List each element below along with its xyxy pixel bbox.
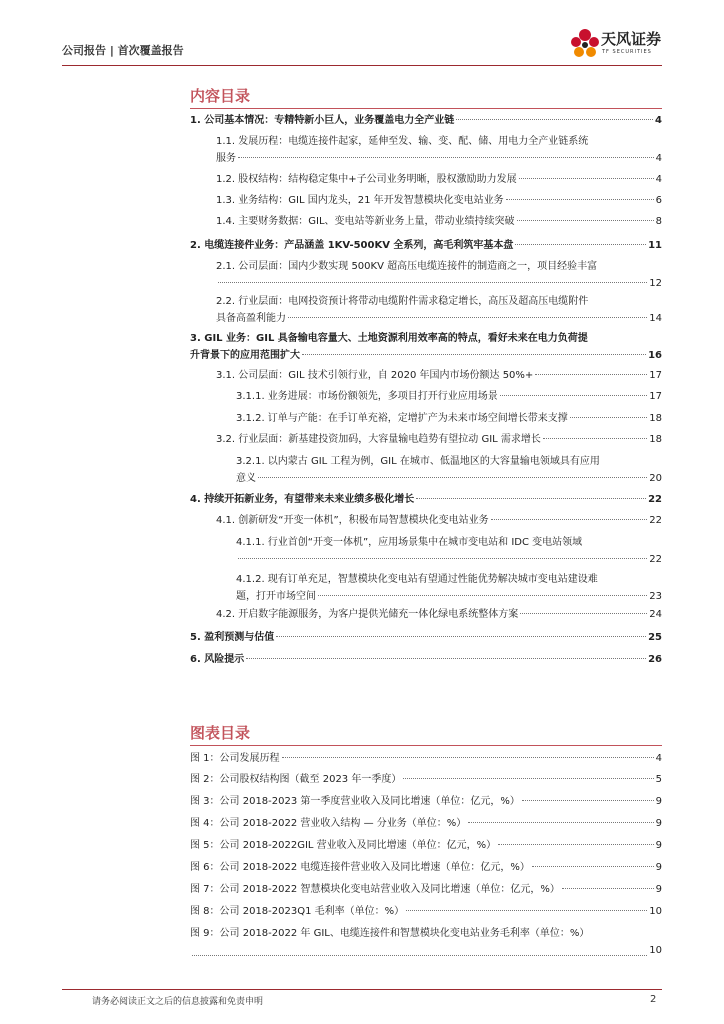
toc-entry[interactable]: 3.1.2. 订单与产能：在手订单充裕，定增扩产为未来市场空间增长带来支撑 18	[236, 413, 662, 424]
toc-entry[interactable]: 5. 盈利预测与估值 25	[190, 632, 662, 643]
figure-entry[interactable]: 图 4：公司 2018-2022 营业收入结构 — 分业务（单位：%） 9	[190, 818, 662, 829]
toc-entry[interactable]: 3.2.1. 以内蒙古 GIL 工程为例，GIL 在城市、低温地区的大容量输电领域具有应用 意义 20	[236, 456, 662, 484]
toc-entry[interactable]: 6. 风险提示 26	[190, 654, 662, 665]
figure-entry[interactable]: 图 3：公司 2018-2023 第一季度营业收入及同比增速（单位：亿元，%） 9	[190, 796, 662, 807]
toc-entry[interactable]: 3.2. 行业层面：新基建投资加码，大容量输电趋势有望拉动 GIL 需求增长 18	[216, 434, 662, 445]
toc-entry[interactable]: 3.1. 公司层面：GIL 技术引领行业，自 2020 年国内市场份额达 50%+ 17	[216, 370, 662, 381]
figures-section-title: 图表目录	[190, 724, 251, 742]
figure-entry[interactable]: 图 8：公司 2018-2023Q1 毛利率（单位：%） 10	[190, 906, 662, 917]
header-rule	[62, 65, 662, 66]
toc-section-rule	[190, 108, 662, 109]
toc-entry[interactable]: 1.1. 发展历程：电缆连接件起家，延伸至发、输、变、配、储、用电力全产业链系统 服务 4	[216, 136, 662, 164]
toc-entry[interactable]: 4.2. 开启数字能源服务，为客户提供光储充一体化绿电系统整体方案 24	[216, 609, 662, 620]
toc-entry[interactable]: 3.1.1. 业务进展：市场份额领先，多项目打开行业应用场景 17	[236, 391, 662, 402]
toc-entry[interactable]: 4.1. 创新研发“开变一体机”，积极布局智慧模块化变电站业务 22	[216, 515, 662, 526]
footer-rule	[62, 989, 662, 990]
toc-entry[interactable]: 4.1.2. 现有订单充足，智慧模块化变电站有望通过性能优势解决城市变电站建设难 题，打开市场空间 23	[236, 574, 662, 602]
toc-entry[interactable]: 1.3. 业务结构：GIL 国内龙头，21 年开发智慧模块化变电站业务 6	[216, 195, 662, 206]
figure-entry[interactable]: 图 1：公司发展历程 4	[190, 753, 662, 764]
logo-flower-icon	[568, 26, 602, 62]
toc-entry[interactable]: 2.2. 行业层面：电网投资预计将带动电缆附件需求稳定增长，高压及超高压电缆附件 具备高盈利能力 14	[216, 296, 662, 324]
figure-entry[interactable]: 图 5：公司 2018-2022GIL 营业收入及同比增速（单位：亿元，%） 9	[190, 840, 662, 851]
logo-english-name: TF SECURITIES	[602, 49, 652, 55]
toc-entry[interactable]: 1.4. 主要财务数据：GIL、变电站等新业务上量，带动业绩持续突破 8	[216, 216, 662, 227]
toc-entry[interactable]: 1. 公司基本情况：专精特新小巨人，业务覆盖电力全产业链 4	[190, 115, 662, 126]
toc-entry[interactable]: 4. 持续开拓新业务，有望带来未来业绩多极化增长 22	[190, 494, 662, 505]
figure-entry[interactable]: 图 6：公司 2018-2022 电缆连接件营业收入及同比增速（单位：亿元，%） 9	[190, 862, 662, 873]
report-type-label: 公司报告 | 首次覆盖报告	[62, 44, 184, 57]
logo-chinese-name: 天风证券	[601, 30, 662, 48]
toc-entry[interactable]: 3. GIL 业务：GIL 具备输电容量大、土地资源利用效率高的特点，看好未来在电力负荷提 升背景下的应用范围扩大 16	[190, 333, 662, 361]
figure-entry[interactable]: 图 2：公司股权结构图（截至 2023 年一季度） 5	[190, 774, 662, 785]
page-number: 2	[650, 994, 657, 1005]
toc-section-title: 内容目录	[190, 87, 251, 105]
tf-securities-logo	[568, 24, 668, 64]
figures-section-rule	[190, 745, 662, 746]
toc-entry[interactable]: 2.1. 公司层面：国内少数实现 500KV 超高压电缆连接件的制造商之一，项目经验丰富 12	[216, 261, 662, 289]
toc-entry[interactable]: 4.1.1. 行业首创“开变一体机”，应用场景集中在城市变电站和 IDC 变电站领域 22	[236, 537, 662, 565]
figure-entry[interactable]: 图 9：公司 2018-2022 年 GIL、电缆连接件和智慧模块化变电站业务毛利率（单位：%） 10	[190, 928, 662, 956]
figure-entry[interactable]: 图 7：公司 2018-2022 智慧模块化变电站营业收入及同比增速（单位：亿元，%） 9	[190, 884, 662, 895]
toc-entry[interactable]: 2. 电缆连接件业务：产品涵盖 1KV-500KV 全系列，高毛利筑牢基本盘 11	[190, 240, 662, 251]
footer-disclaimer: 请务必阅读正文之后的信息披露和免责申明	[92, 997, 264, 1007]
toc-entry[interactable]: 1.2. 股权结构：结构稳定集中+子公司业务明晰，股权激励助力发展 4	[216, 174, 662, 185]
